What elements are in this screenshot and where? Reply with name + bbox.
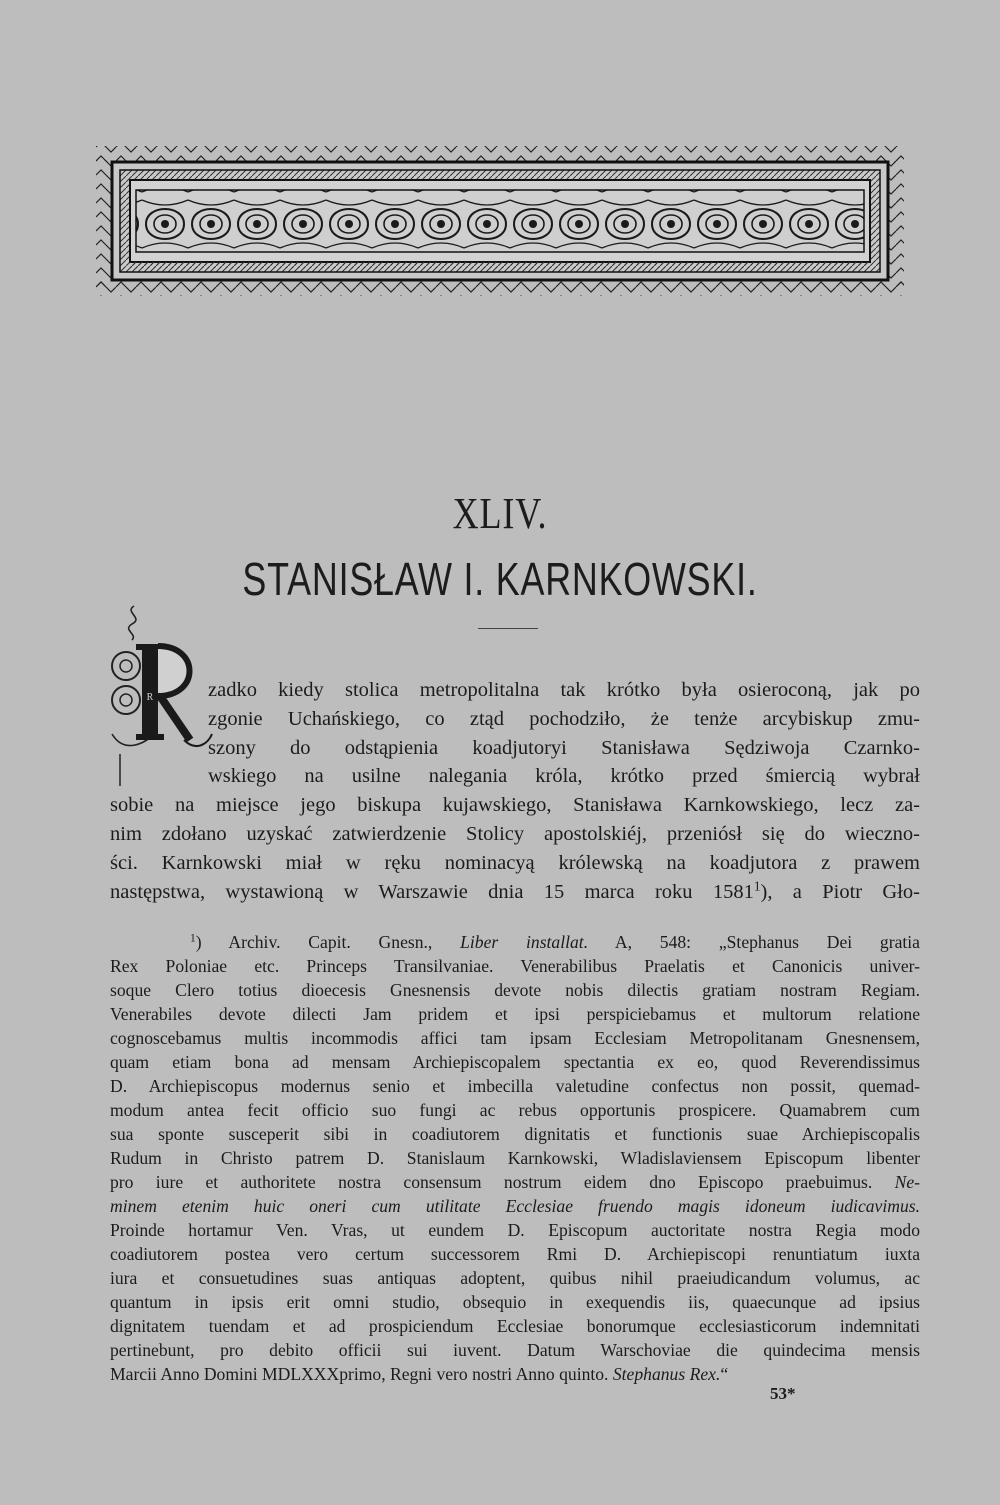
title-divider — [478, 628, 538, 629]
body-line: zgonie Uchańskiego, co ztąd pochodziło, że tenże arcybiskup zmu- — [208, 707, 920, 730]
footnote-italic-text: Ne- — [894, 1172, 921, 1192]
footnote-source-title: Liber installat. — [460, 932, 589, 952]
footnote-line — [110, 1362, 920, 1386]
body-line: sobie na miejsce jego biskupa kujawskiego, Stanisława Karnkowskiego, lecz za- — [110, 794, 920, 817]
footnote-lead: ) Archiv. Capit. Gnesn., — [195, 932, 433, 952]
footnote-line: Rex Poloniae etc. Princeps Transilvaniae. Venerabilibus Praelatis et Canonicis univer- — [110, 956, 920, 976]
footnote-italic-text: minem etenim huic oneri cum utilitate Ecclesiae fruendo magis idoneum iudicavimus. — [110, 1196, 920, 1216]
footnote-line: D. Archiepiscopus modernus senio et imbecilla valetudine confectus non possit, quemad- — [110, 1076, 920, 1096]
footnote-line: quam etiam bona ad mensam Archiepiscopalem spectantia ex eo, quod Reverendissimus — [110, 1052, 920, 1072]
page-number: 53* — [770, 1384, 796, 1403]
dropcap-letter: R — [146, 692, 154, 703]
body-line-text: następstwa, wystawioną w Warszawie dnia 15 marca roku 1581 — [110, 880, 754, 903]
footnote-line: sua sponte susceperit sibi in coadiutorem dignitatis et functionis suae Archiepiscopalis — [110, 1124, 920, 1144]
footnote-line-text: pro iure et authoritete nostra consensum nostrum eidem dno Episcopo praebuimus. — [110, 1172, 873, 1192]
footnote-line-text: Marcii Anno Domini MDLXXXprimo, Regni vero nostri Anno quinto. — [110, 1364, 609, 1384]
footnote-close-quote: “ — [720, 1364, 729, 1384]
footnote-line: cognoscebamus multis incommodis affici tam ipsam Ecclesiam Metropolitanam Gnesnensem, — [110, 1028, 920, 1048]
footnote-marker: 1 — [190, 932, 196, 945]
body-line-end: ), a Piotr Gło- — [760, 880, 920, 903]
footnote-line: coadiutorem postea vero certum successorem Rmi D. Archiepiscopi renuntiatum iuxta — [110, 1244, 920, 1264]
body-line: nim zdołano uzyskać zatwierdzenie Stolicy apostolskiéj, przeniósł się do wieczno- — [110, 822, 920, 845]
footnote-line: Venerabiles devote dilecti Jam pridem et ipsi perspiciebamus et multorum relatione — [110, 1004, 920, 1024]
body-line: zadko kiedy stolica metropolitalna tak krótko była osieroconą, jak po — [208, 679, 920, 701]
body-line — [110, 878, 920, 907]
ornamental-headpiece — [96, 140, 904, 300]
footnote-reference: 1 — [753, 878, 761, 894]
footnote-citation: A, 548: „Stephanus Dei gratia — [614, 932, 920, 952]
body-line: wskiego na usilne nalegania króla, krótko przed śmiercią wybrał — [208, 765, 920, 788]
main-paragraph — [110, 676, 920, 906]
body-line: ści. Karnkowski miał w ręku nominacyą królewską na koadjutora z prawem — [110, 851, 920, 874]
footnote-signature: Stephanus Rex. — [612, 1364, 721, 1384]
footnote-line: iura et consuetudines suas antiquas adoptent, quibus nihil praeiudicandum volumus, ac — [110, 1268, 920, 1288]
footnote-line: quantum in ipsis erit omni studio, obsequio in exequendis iis, quaecunque ad ipsius — [110, 1292, 920, 1312]
footnote-line: Rudum in Christo patrem D. Stanislaum Karnkowski, Wladislaviensem Episcopum libenter — [110, 1148, 920, 1168]
footnote-line: Proinde hortamur Ven. Vras, ut eundem D. Episcopum auctoritate nostra Regia modo — [110, 1220, 920, 1240]
footnote-line — [110, 930, 920, 954]
footnote-line: modum antea fecit officio suo fungi ac rebus opportunis prospicere. Quamabrem cum — [110, 1100, 920, 1120]
chapter-title: STANISŁAW I. KARNKOWSKI. — [242, 553, 758, 605]
footnote-line: soque Clero totius dioecesis Gnesnensis devote nobis dilectis gratiam nostram Regiam. — [110, 980, 920, 1000]
footnote-line: dignitatem tuendam et ad prospiciendum Ecclesiae bonorumque ecclesiasticorum indemnitati — [110, 1316, 920, 1336]
footnote-line — [110, 1194, 920, 1218]
chapter-numeral: XLIV. — [452, 489, 548, 538]
footnote-line — [110, 1170, 920, 1194]
footnote-line: pertinebunt, pro debito officii sui iuvent. Datum Warschoviae die quindecima mensis — [110, 1340, 920, 1360]
body-line: szony do odstąpienia koadjutoryi Stanisława Sędziwoja Czarnko- — [208, 736, 920, 759]
footnote — [110, 930, 920, 1386]
